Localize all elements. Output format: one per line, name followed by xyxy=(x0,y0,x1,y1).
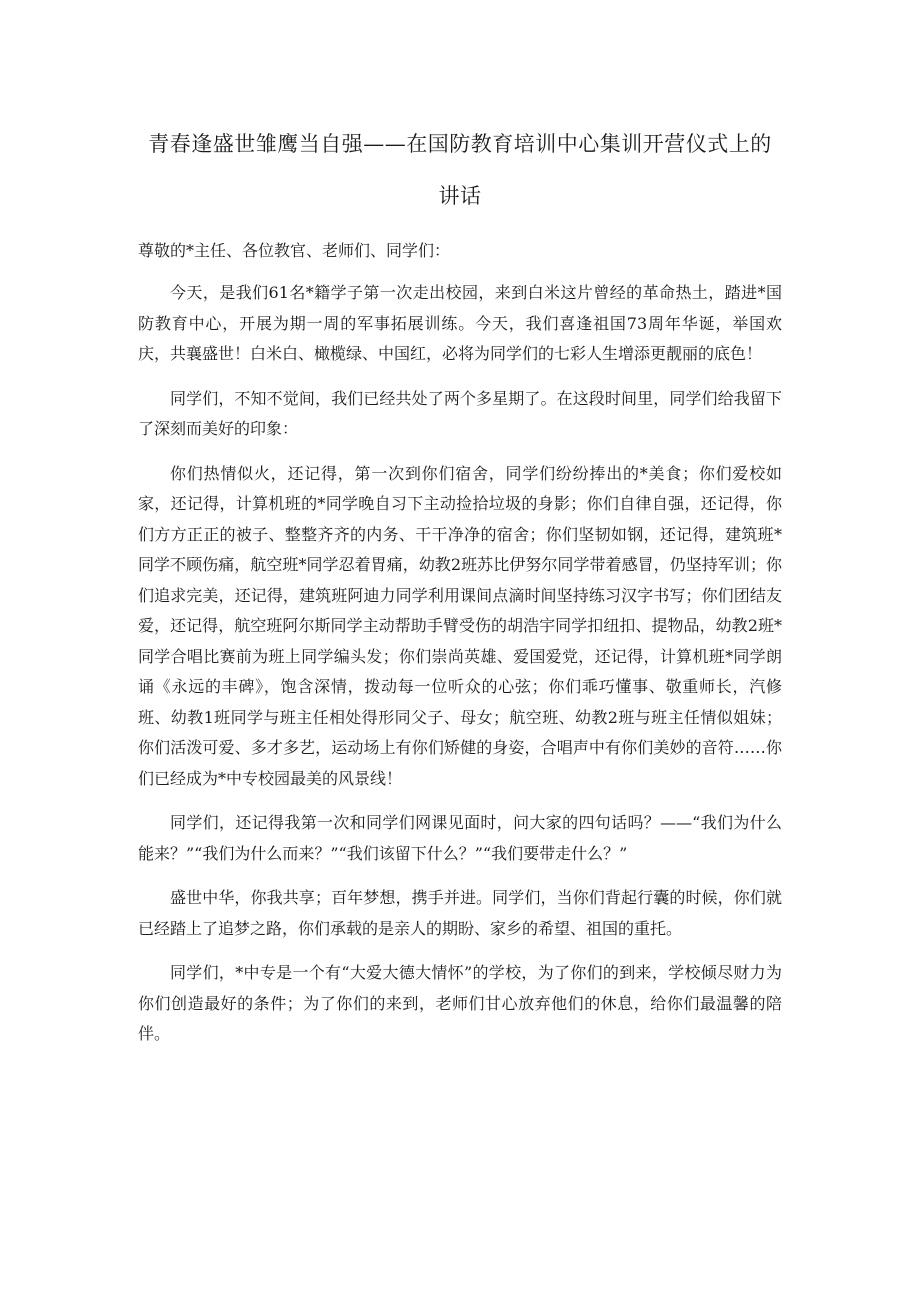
paragraph-4: 同学们，还记得我第一次和同学们网课见面时，问大家的四句话吗？——“我们为什么能来？”“我们为什么而来？”“我们该留下什么？”“我们要带走什么？” xyxy=(138,813,782,863)
paragraph-1: 今天，是我们61名*籍学子第一次走出校园，来到白米这片曾经的革命热土，踏进*国防教育中心，开展为期一周的军事拓展训练。今天，我们喜逢祖国73周年华诞，举国欢庆，共襄盛世！白米白、橄榄绿、中国红，必将为同学们的七彩人生增添更靓丽的底色！ xyxy=(138,283,782,363)
paragraph-6: 同学们，*中专是一个有“大爱大德大情怀”的学校，为了你们的到来，学校倾尽财力为你们创造最好的条件；为了你们的来到，老师们甘心放弃他们的休息，给你们最温馨的陪伴。 xyxy=(138,963,782,1043)
title-line-2: 讲话 xyxy=(438,184,482,208)
title-line-1: 青春逢盛世雏鹰当自强——在国防教育培训中心集训开营仪式上的 xyxy=(148,132,772,156)
document-title xyxy=(138,118,782,222)
salutation: 尊敬的*主任、各位教官、老师们、同学们： xyxy=(138,241,451,260)
paragraph-5: 盛世中华，你我共享；百年梦想，携手并进。同学们，当你们背起行囊的时候，你们就已经踏上了追梦之路，你们承载的是亲人的期盼、家乡的希望、祖国的重托。 xyxy=(138,888,782,938)
paragraph-2: 同学们，不知不觉间，我们已经共处了两个多星期了。在这段时间里，同学们给我留下了深刻而美好的印象： xyxy=(138,388,782,438)
paragraph-3: 你们热情似火，还记得，第一次到你们宿舍，同学们纷纷捧出的*美食；你们爱校如家，还记得，计算机班的*同学晚自习下主动捡拾垃圾的身影；你们自律自强，还记得，你们方方正正的被子、整整齐齐的内务、干干净净的宿舍；你们坚韧如钢，还记得，建筑班*同学不顾伤痛，航空班*同学忍着胃痛，幼教2班苏比伊努尔同学带着感冒，仍坚持军训；你们追求完美，还记得，建筑班阿迪力同学利用课间点滴时间坚持练习汉字书写；你们团结友爱，还记得，航空班阿尔斯同学主动帮助手臂受伤的胡浩宇同学扣纽扣、提物品，幼教2班*同学合唱比赛前为班上同学编头发；你们崇尚英雄、爱国爱党，还记得，计算机班*同学朗诵《永远的丰碑》，饱含深情，拨动每一位听众的心弦；你们乖巧懂事、敬重师长，汽修班、幼教1班同学与班主任相处得形同父子、母女；航空班、幼教2班与班主任情似姐妹；你们活泼可爱、多才多艺，运动场上有你们矫健的身姿，合唱声中有你们美妙的音符……你们已经成为*中专校园最美的风景线！ xyxy=(138,463,782,788)
